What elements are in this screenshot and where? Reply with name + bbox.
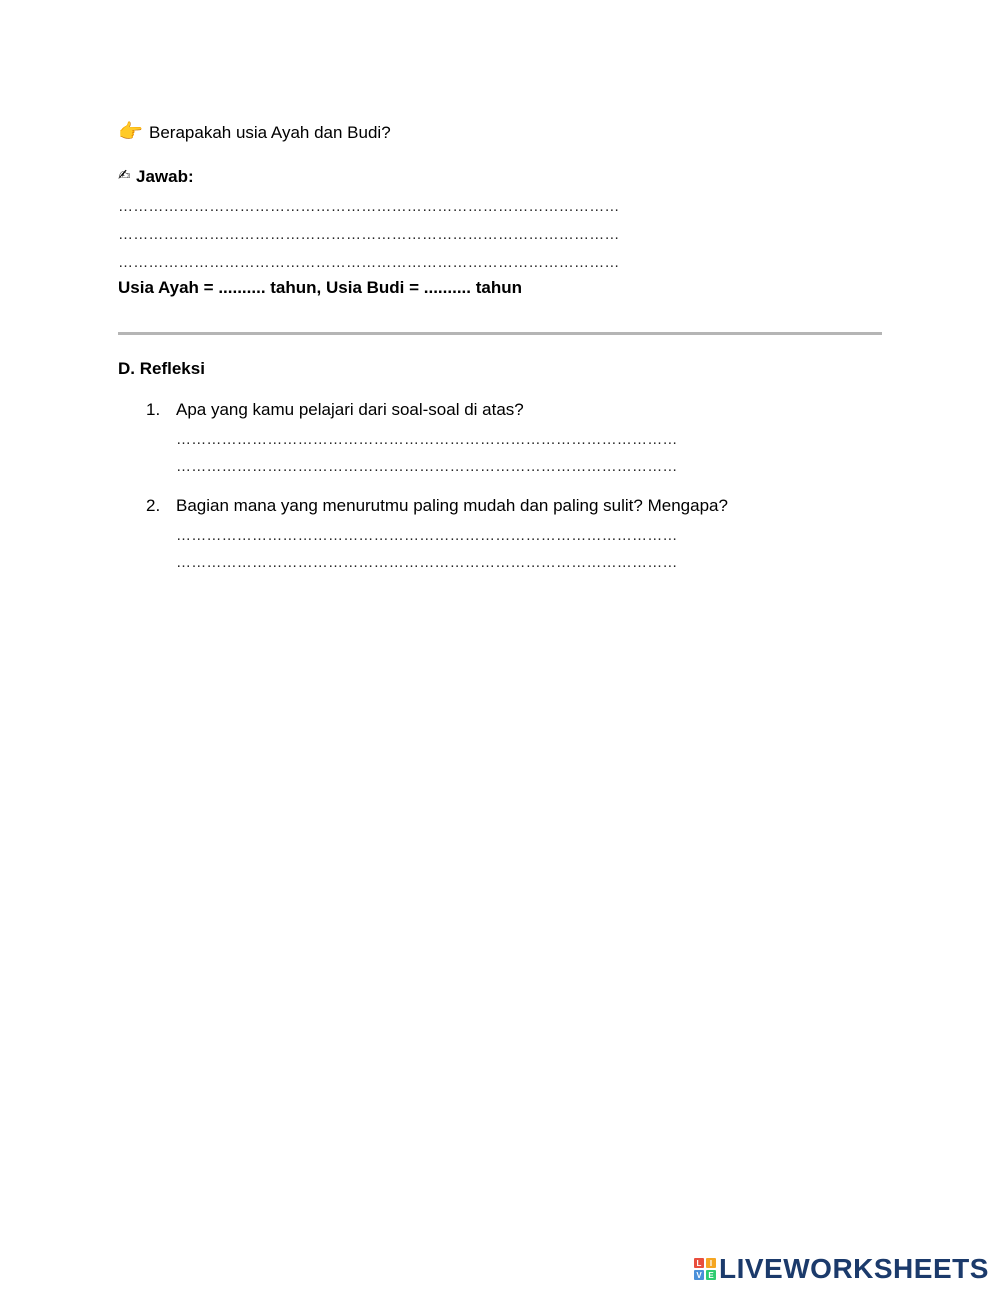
section-divider [118,332,882,335]
answer-line-1[interactable]: ……………………………………………………………………………………… [118,198,620,215]
reflection-2-line-1[interactable]: ……………………………………………………………………………………… [176,527,678,544]
answer-label: Jawab: [136,167,194,186]
logo-badge-i: I [706,1258,716,1268]
liveworksheets-logo [694,1253,989,1284]
reflection-heading: D. Refleksi [118,359,205,378]
reflection-question-1: Apa yang kamu pelajari dari soal-soal di atas? [176,400,524,419]
reflection-1-line-2[interactable]: ……………………………………………………………………………………… [176,458,678,475]
reflection-item-number: 2. [146,496,161,515]
question-text: Berapakah usia Ayah dan Budi? [149,123,391,142]
reflection-1-line-1[interactable]: ……………………………………………………………………………………… [176,431,678,448]
logo-badge-e: E [706,1270,716,1280]
logo-badge-v: V [694,1270,704,1280]
reflection-2-line-2[interactable]: ……………………………………………………………………………………… [176,554,678,571]
writing-hand-icon: ✍ [118,167,131,184]
reflection-item-number: 1. [146,400,161,419]
logo-badge-l: L [694,1258,704,1268]
logo-badge [694,1258,716,1280]
age-summary: Usia Ayah = .......... tahun, Usia Budi = .......... tahun [118,278,522,297]
reflection-question-2: Bagian mana yang menurutmu paling mudah dan paling sulit? Mengapa? [176,496,728,515]
answer-line-3[interactable]: ……………………………………………………………………………………… [118,254,620,271]
logo-text: LIVEWORKSHEETS [719,1253,989,1284]
answer-line-2[interactable]: ……………………………………………………………………………………… [118,226,620,243]
pointing-hand-icon: 👉 [118,121,143,143]
